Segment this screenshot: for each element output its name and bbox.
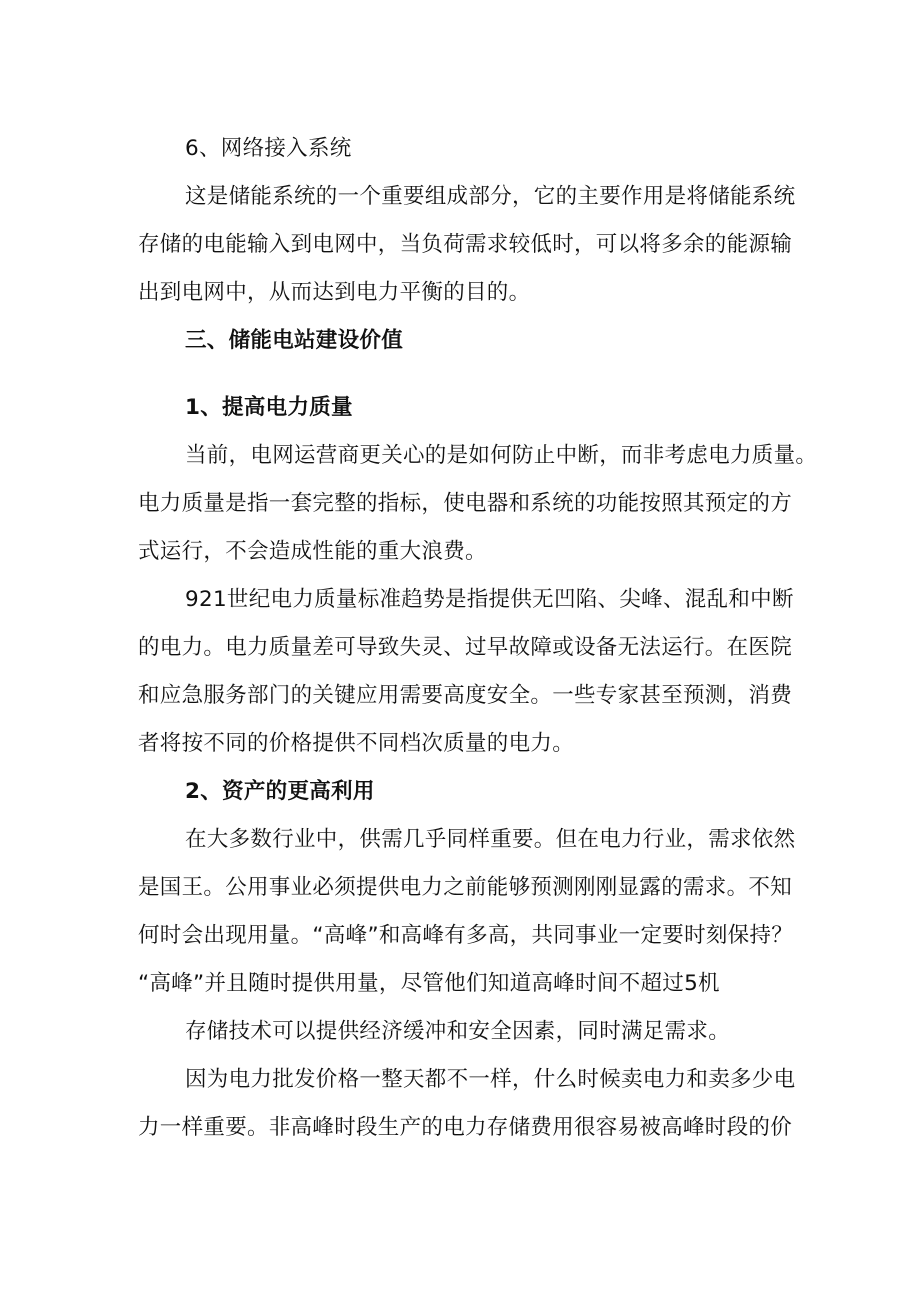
paragraph-line: 在大多数行业中，供需几乎同样重要。但在电力行业，需求依然	[185, 827, 796, 852]
paragraph-line: 式运行，不会造成性能的重大浪费。	[138, 539, 487, 564]
section-heading-value: 三、储能电站建设价值	[185, 328, 404, 353]
paragraph-line: 存储技术可以提供经济缓冲和安全因素，同时满足需求。	[185, 1019, 731, 1044]
section-heading-network-access: 6、网络接入系统	[185, 136, 352, 161]
paragraph-line: 力一样重要。非高峰时段生产的电力存储费用很容易被高峰时段的价	[138, 1115, 793, 1140]
paragraph-line: 这是储能系统的一个重要组成部分，它的主要作用是将储能系统	[185, 184, 796, 209]
subsection-heading-power-quality: 1、提高电力质量	[185, 395, 353, 420]
paragraph-line: 出到电网中，从而达到电力平衡的目的。	[138, 280, 531, 305]
paragraph-line: 电力质量是指一套完整的指标，使电器和系统的功能按照其预定的方	[138, 491, 793, 516]
paragraph-line: 何时会出现用量。“高峰”和高峰有多高，共同事业一定要时刻保持？	[138, 923, 794, 948]
paragraph-line: 和应急服务部门的关键应用需要高度安全。一些专家甚至预测，消费	[138, 683, 793, 708]
paragraph-line: 者将按不同的价格提供不同档次质量的电力。	[138, 731, 575, 756]
paragraph-line: 当前，电网运营商更关心的是如何防止中断，而非考虑电力质量。	[185, 443, 818, 468]
paragraph-line: 因为电力批发价格一整天都不一样，什么时候卖电力和卖多少电	[185, 1067, 796, 1092]
paragraph-line: 存储的电能输入到电网中，当负荷需求较低时，可以将多余的能源输	[138, 232, 793, 257]
paragraph-line: 的电力。电力质量差可导致失灵、过早故障或设备无法运行。在医院	[138, 635, 793, 660]
paragraph-line: “高峰”并且随时提供用量，尽管他们知道高峰时间不超过5机	[138, 971, 720, 996]
subsection-heading-asset-utilization: 2、资产的更高利用	[185, 779, 375, 804]
paragraph-line: 921世纪电力质量标准趋势是指提供无凹陷、尖峰、混乱和中断	[185, 587, 794, 612]
paragraph-line: 是国王。公用事业必须提供电力之前能够预测刚刚显露的需求。不知	[138, 875, 793, 900]
